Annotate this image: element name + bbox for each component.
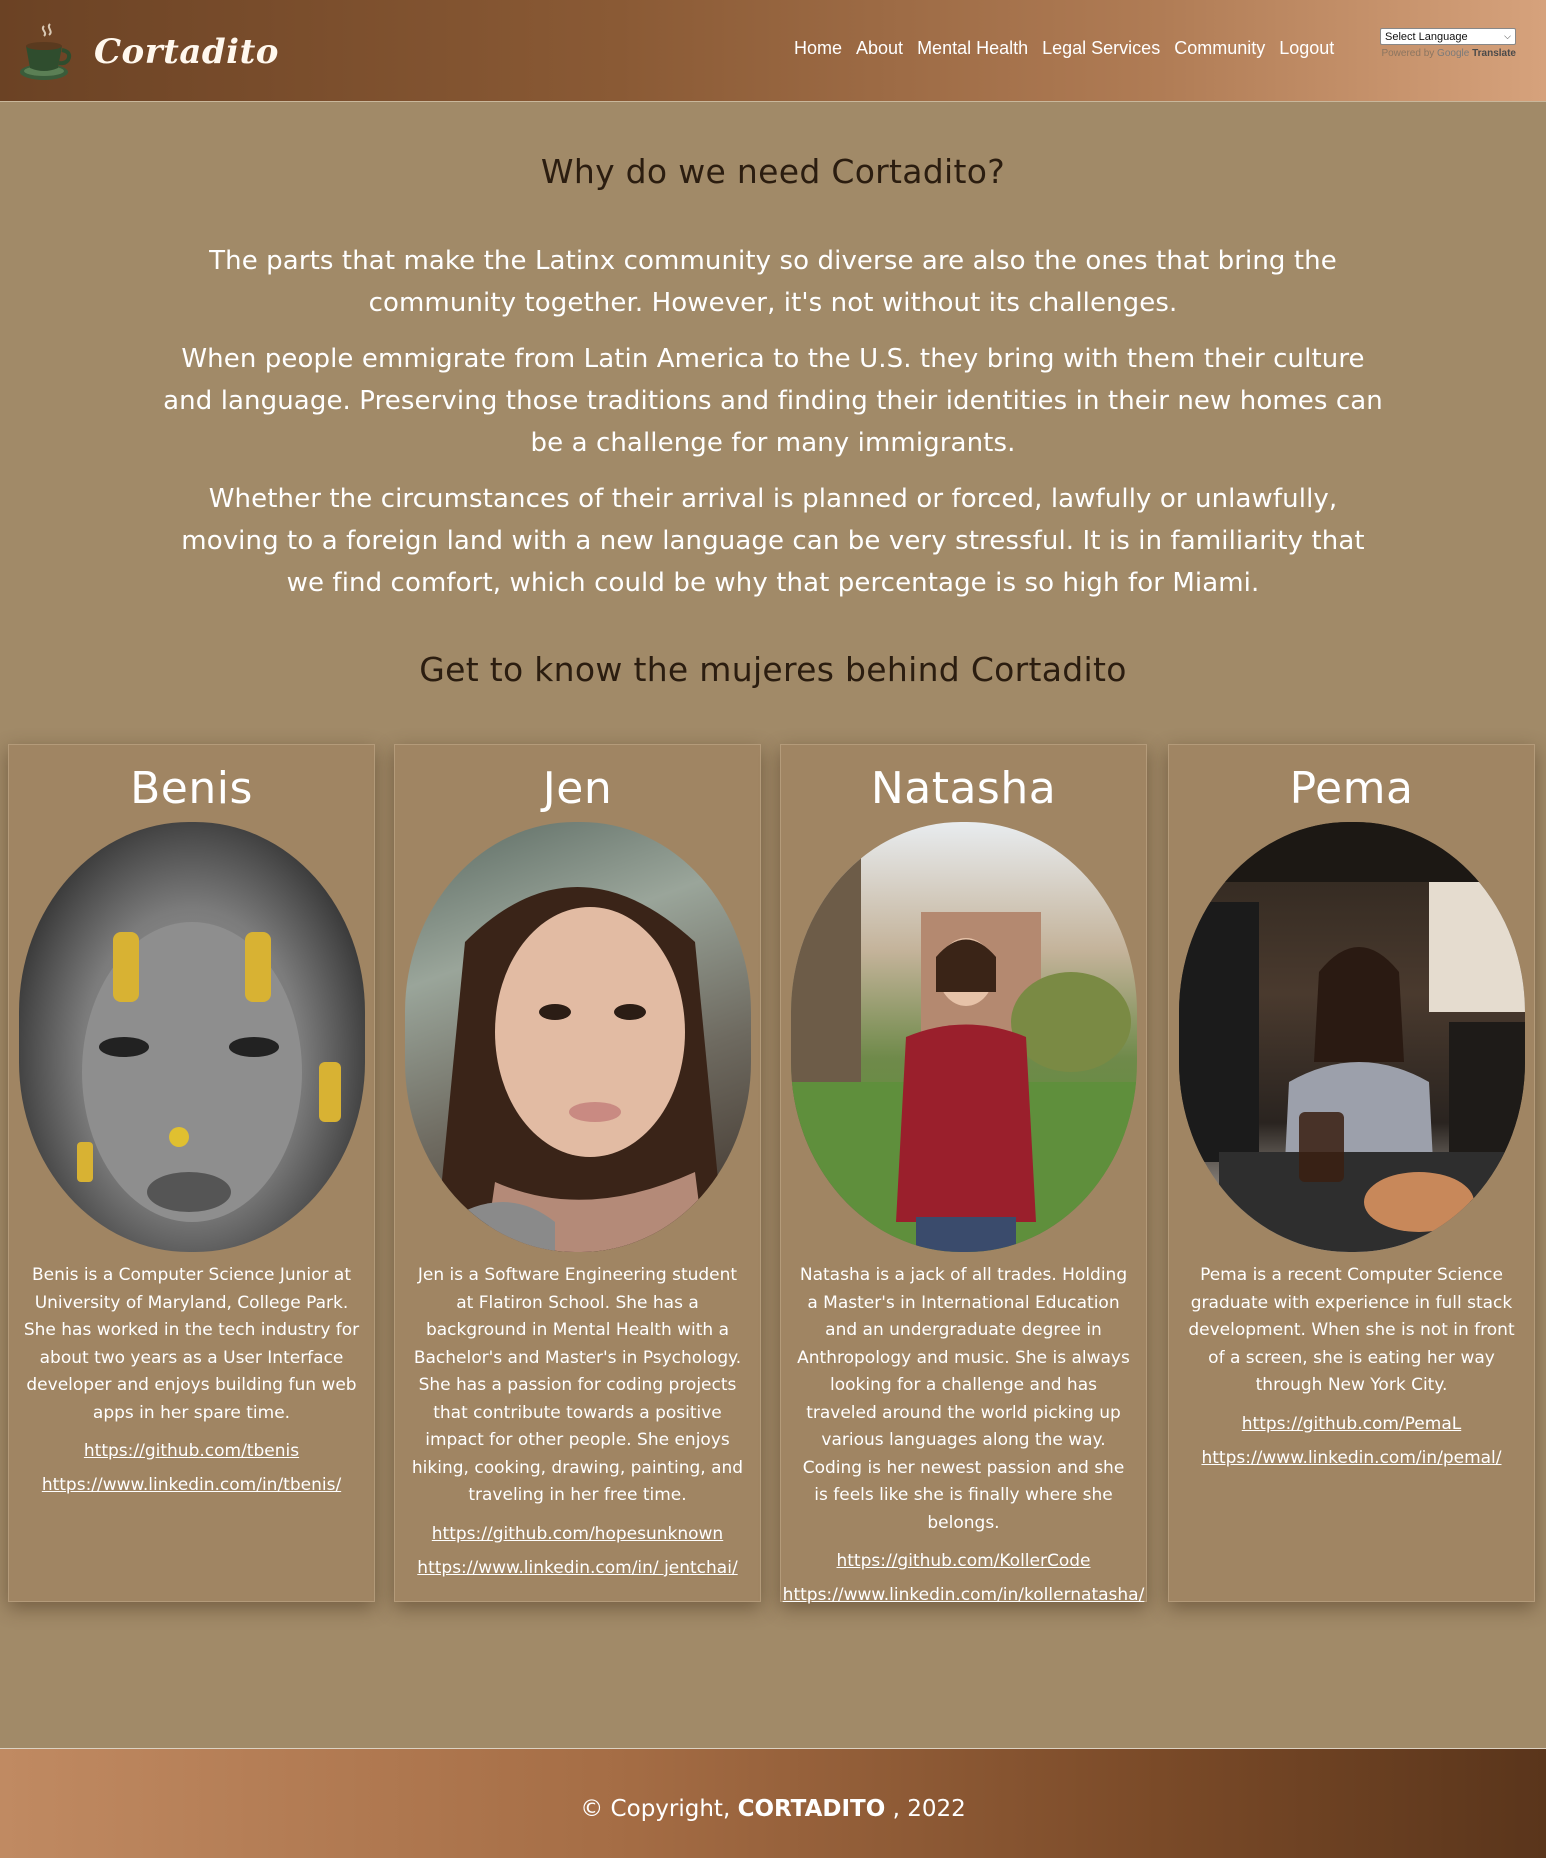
team-card-jen xyxy=(394,744,761,1602)
nav-community[interactable]: Community xyxy=(1174,38,1266,58)
member-bio: Jen is a Software Engineering student at Flatiron School. She has a background in Mental Health with a Bachelor's and Master's in Psychology. She has a passion for coding projects that contribute towards a positive impact for other people. She enjoys hiking, cooking, drawing, painting, and traveling in her free time. xyxy=(411,1265,744,1505)
intro-paragraph: Whether the circumstances of their arrival is planned or forced, lawfully or unlawfully, moving to a foreign land with a new language can be very stressful. It is in familiarity that we find comfort, which could be why that percentage is so high for Miami. xyxy=(181,484,1365,598)
nav-logout[interactable]: Logout xyxy=(1279,38,1335,58)
language-select-value: Select Language xyxy=(1385,30,1468,43)
github-link[interactable]: https://github.com/hopesunknown xyxy=(431,1523,724,1544)
team-card-benis xyxy=(8,744,375,1602)
member-name: Benis xyxy=(130,763,253,814)
member-name: Natasha xyxy=(870,763,1057,814)
member-photo xyxy=(1179,822,1525,1252)
member-name: Jen xyxy=(542,763,613,814)
nav-legal-services[interactable]: Legal Services xyxy=(1042,38,1161,58)
google-logo-text: Google xyxy=(1437,48,1470,59)
google-translate-widget xyxy=(1380,28,1520,59)
member-name: Pema xyxy=(1289,763,1414,814)
nav-about[interactable]: About xyxy=(856,38,904,58)
language-select[interactable] xyxy=(1380,28,1516,45)
github-link[interactable]: https://github.com/PemaL xyxy=(1241,1413,1462,1434)
member-photo xyxy=(19,822,365,1252)
why-heading: Why do we need Cortadito? xyxy=(540,152,1006,191)
linkedin-link[interactable]: https://www.linkedin.com/in/tbenis/ xyxy=(41,1475,342,1495)
intro-paragraph: The parts that make the Latinx community so diverse are also the ones that bring the community together. However, it's not without its challenges. xyxy=(209,246,1337,318)
intro-text xyxy=(160,240,1386,618)
team-heading: Get to know the mujeres behind Cortadito xyxy=(419,650,1127,689)
member-photo xyxy=(791,822,1137,1252)
linkedin-link[interactable]: https://www.linkedin.com/in/kollernatasha/ xyxy=(782,1585,1145,1605)
github-link[interactable]: https://github.com/KollerCode xyxy=(836,1551,1091,1571)
member-bio: Natasha is a jack of all trades. Holding a Master's in International Education and an undergraduate degree in Anthropology and music. She is always looking for a challenge and has traveled around the world picking up various languages along the way. Coding is her newest passion and she is feels like she is finally where she belongs. xyxy=(797,1265,1130,1533)
linkedin-link[interactable]: https://www.linkedin.com/in/pemal/ xyxy=(1201,1447,1502,1468)
copyright-year: , 2022 xyxy=(892,1796,966,1822)
logo[interactable] xyxy=(18,22,279,82)
coffee-cup-icon xyxy=(18,22,74,82)
nav-home[interactable]: Home xyxy=(794,38,843,58)
copyright-prefix: © Copyright, xyxy=(580,1796,731,1822)
team-card-pema xyxy=(1168,744,1535,1602)
linkedin-link[interactable]: https://www.linkedin.com/in/ jentchai/ xyxy=(417,1557,738,1578)
site-footer xyxy=(0,1748,1546,1858)
powered-by-google-translate: Powered by Google Translate xyxy=(1381,48,1516,59)
member-bio: Benis is a Computer Science Junior at University of Maryland, College Park. She has worked in the tech industry for about two years as a User Interface developer and enjoys building fun web apps in her spare time. xyxy=(23,1265,360,1423)
intro-paragraph: When people emmigrate from Latin America to the U.S. they bring with them their culture and language. Preserving those traditions and finding their identities in their new homes can be a challenge for many immigrants. xyxy=(163,344,1383,458)
logo-text: Cortadito xyxy=(94,32,279,72)
nav-mental-health[interactable]: Mental Health xyxy=(917,38,1029,58)
site-header xyxy=(0,0,1546,102)
chevron-down-icon: ⌵ xyxy=(1504,31,1511,41)
team-card-natasha xyxy=(780,744,1147,1605)
copyright-brand: CORTADITO xyxy=(737,1796,886,1822)
member-photo xyxy=(405,822,751,1252)
main-nav xyxy=(794,38,1348,59)
github-link[interactable]: https://github.com/tbenis xyxy=(83,1441,300,1461)
member-bio: Pema is a recent Computer Science graduate with experience in full stack development. When she is not in front of a screen, she is eating her way through New York City. xyxy=(1188,1265,1515,1395)
